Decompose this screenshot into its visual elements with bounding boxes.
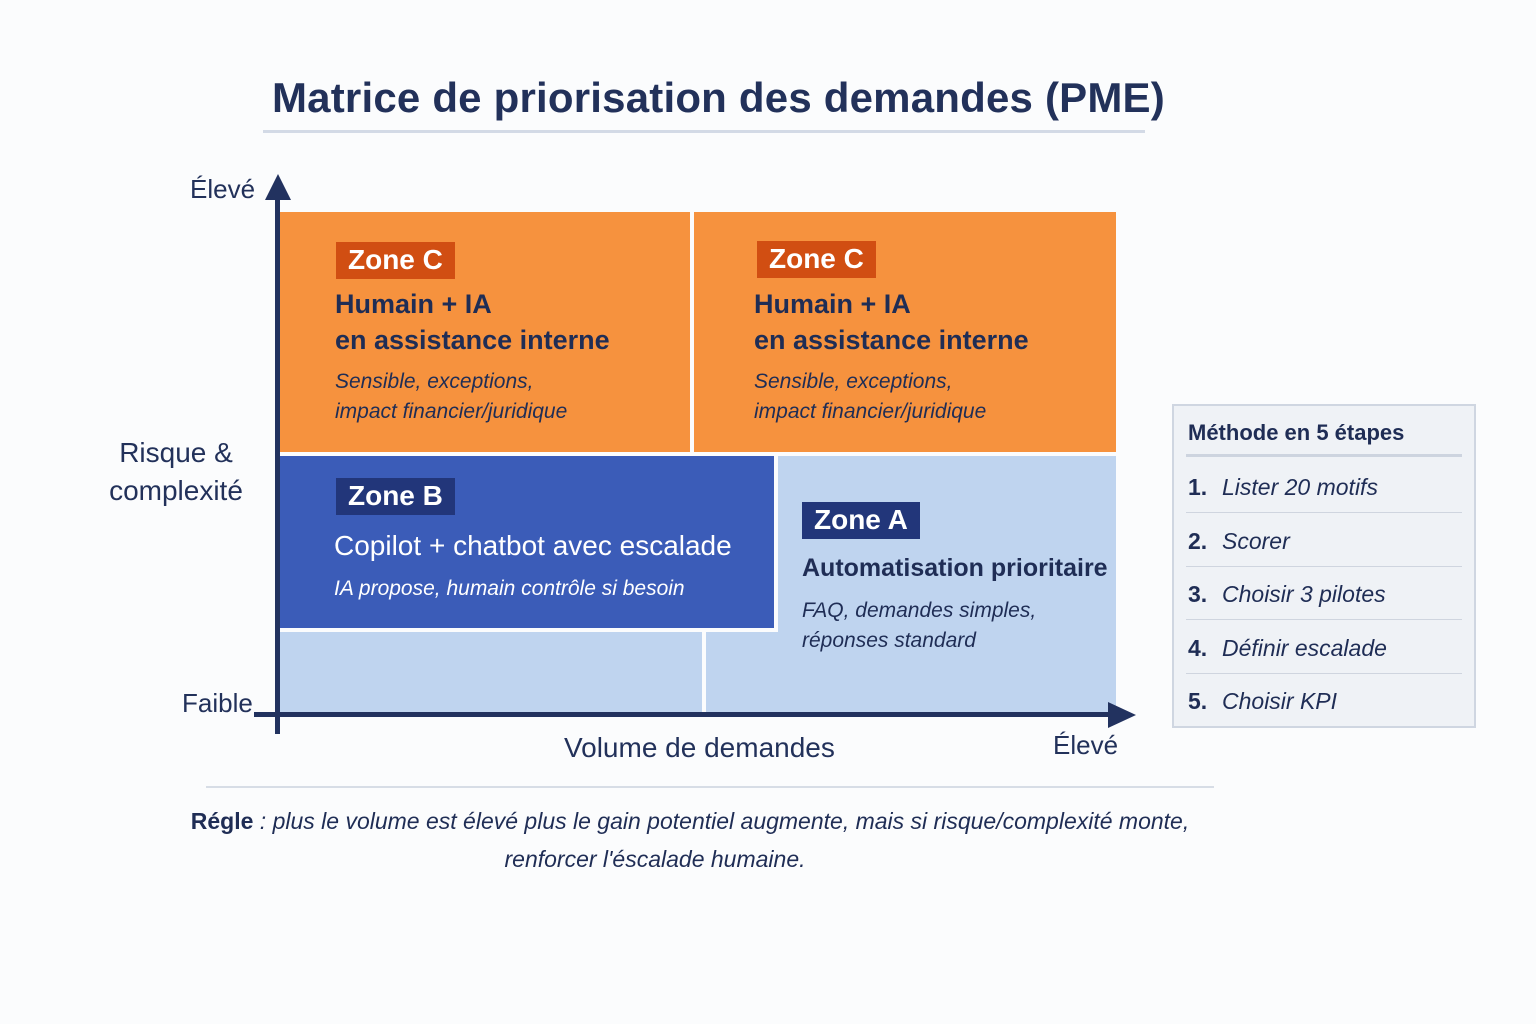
zone-b-heading: Copilot + chatbot avec escalade [334, 530, 732, 561]
method-step-label: Scorer [1222, 528, 1290, 554]
page-title: Matrice de priorisation des demandes (PME) [272, 74, 1165, 121]
zone-a-description [802, 596, 1036, 656]
method-panel [1172, 404, 1476, 728]
title-underline [263, 130, 1145, 133]
method-step-label: Choisir 3 pilotes [1222, 581, 1386, 607]
y-axis [275, 188, 280, 734]
footer-divider [206, 786, 1214, 788]
zone-c-left [280, 212, 690, 452]
zone-b-description: IA propose, humain contrôle si besoin [334, 577, 685, 600]
zone-c-right-heading [754, 286, 1029, 358]
x-axis-high-label: Élevé [1053, 730, 1119, 760]
zone-c-left-description [335, 367, 567, 427]
zone-b-tag: Zone B [336, 478, 455, 515]
zone-c-left-desc-line1: Sensible, exceptions, [335, 370, 534, 393]
y-axis-title-line2: complexité [109, 475, 243, 506]
method-step-number: 2. [1188, 528, 1208, 554]
zone-b [280, 456, 774, 628]
zone-a-lower-extension [706, 632, 778, 712]
method-step-number: 4. [1188, 635, 1208, 661]
method-step-label: Choisir KPI [1222, 688, 1338, 714]
method-step-label: Définir escalade [1222, 635, 1387, 661]
zone-low-left [280, 632, 702, 712]
y-axis-title [96, 434, 256, 510]
y-axis-low-label: Faible [182, 688, 253, 718]
method-step [1188, 461, 1462, 513]
y-axis-title-line1: Risque & [119, 437, 233, 468]
zone-c-left-heading-line2: en assistance interne [335, 325, 610, 355]
zone-a-desc-line1: FAQ, demandes simples, [802, 599, 1037, 622]
zone-c-right-desc-line2: impact financier/juridique [754, 400, 987, 423]
zone-c-right-desc-line1: Sensible, exceptions, [754, 370, 953, 393]
x-axis [254, 712, 1120, 717]
method-step-number: 1. [1188, 474, 1208, 500]
zone-c-left-desc-line2: impact financier/juridique [335, 400, 568, 423]
method-panel-divider [1186, 454, 1462, 457]
zone-c-right-heading-line1: Humain + IA [754, 289, 911, 319]
x-axis-title: Volume de demandes [564, 732, 835, 763]
zone-c-right-heading-line2: en assistance interne [754, 325, 1029, 355]
method-panel-title: Méthode en 5 étapes [1188, 420, 1405, 445]
method-step [1188, 622, 1462, 674]
method-step [1188, 675, 1462, 727]
zone-a-desc-line2: réponses standard [802, 629, 976, 652]
method-step-label: Lister 20 motifs [1222, 474, 1378, 500]
zone-c-right-description [754, 367, 986, 427]
x-axis-arrow-icon [1108, 702, 1136, 728]
zone-c-right [694, 212, 1116, 452]
rule-note-label: Régle [190, 808, 254, 834]
zone-c-left-heading-line1: Humain + IA [335, 289, 492, 319]
method-step-number: 3. [1188, 581, 1208, 607]
method-step [1188, 515, 1462, 567]
zone-a [778, 456, 1116, 712]
zone-a-heading: Automatisation prioritaire [802, 554, 1108, 582]
method-step-number: 5. [1188, 688, 1208, 714]
rule-note-line2: renforcer l'éscalade humaine. [504, 846, 806, 872]
step-divider [1186, 619, 1462, 620]
y-axis-arrow-icon [265, 174, 291, 200]
zone-a-tag: Zone A [802, 502, 920, 539]
zone-c-left-tag: Zone C [336, 242, 455, 279]
step-divider [1186, 566, 1462, 567]
zone-c-left-heading [335, 286, 610, 358]
step-divider [1186, 512, 1462, 513]
step-divider [1186, 673, 1462, 674]
y-axis-high-label: Élevé [190, 174, 256, 204]
rule-note-text: : plus le volume est élevé plus le gain potentiel augmente, mais si risque/complexité monte, [253, 808, 1190, 834]
rule-note-line1 [0, 808, 1380, 835]
zone-c-right-tag: Zone C [757, 241, 876, 278]
method-step [1188, 568, 1462, 620]
